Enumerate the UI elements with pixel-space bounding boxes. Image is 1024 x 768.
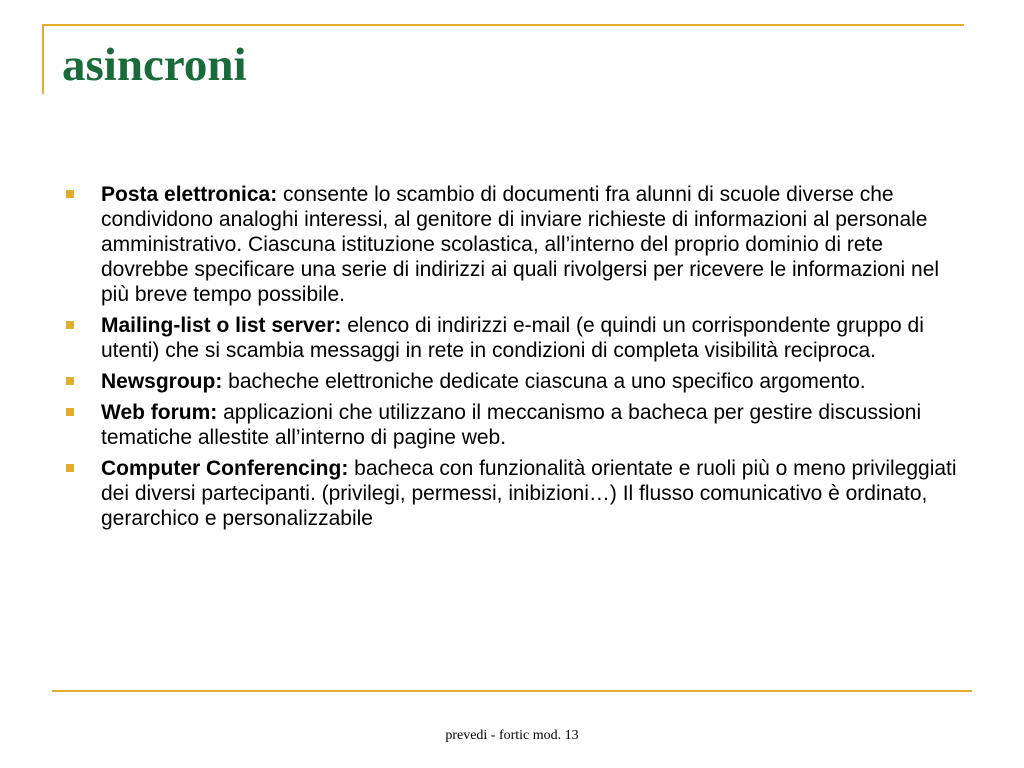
bullet-item-web-forum [70, 400, 960, 450]
bullet-text: bacheca con funzionalità orientate e ruoli più o meno privileggiati dei diversi partecipanti. (privilegi, permessi, inibizioni…) Il flusso comunicativo è ordinato, gerarchico e personalizzabile [101, 457, 957, 530]
bullet-term: Newsgroup: [101, 370, 223, 393]
footer-rule [52, 690, 972, 692]
bullet-text: consente lo scambio di documenti fra alunni di scuole diverse che condividono analoghi interessi, al genitore di inviare richieste di informazioni al personale amministrativo. Ciascuna istituzione scolastica, all’interno del proprio dominio di rete dovrebbe specificare una serie di indirizzi ai quali rivolgersi per ricevere le informazioni nel più breve tempo possibile. [101, 183, 940, 306]
slide-title: asincroni [62, 39, 247, 91]
bullet-term: Computer Conferencing: [101, 457, 349, 480]
square-bullet-icon [66, 321, 74, 329]
square-bullet-icon [66, 464, 74, 472]
bullet-item-newsgroup [70, 369, 960, 394]
bullet-text: elenco di indirizzi e-mail (e quindi un corrispondente gruppo di utenti) che si scambia messaggi in rete in condizioni di completa visibilità reciproca. [101, 314, 924, 362]
square-bullet-icon [66, 377, 74, 385]
bullet-item-computer-conferencing [70, 456, 960, 531]
bullet-list [70, 182, 960, 537]
title-frame-left-rule [42, 24, 44, 94]
bullet-term: Mailing-list o list server: [101, 314, 342, 337]
slide-footer: prevedi - fortic mod. 13 [445, 728, 579, 743]
bullet-term: Posta elettronica: [101, 183, 278, 206]
bullet-text: applicazioni che utilizzano il meccanismo a bacheca per gestire discussioni tematiche allestite all’interno di pagine web. [101, 401, 922, 449]
bullet-term: Web forum: [101, 401, 218, 424]
bullet-text: bacheche elettroniche dedicate ciascuna a uno specifico argomento. [222, 370, 866, 393]
bullet-item-mailing-list [70, 313, 960, 363]
square-bullet-icon [66, 408, 74, 416]
square-bullet-icon [66, 190, 74, 198]
bullet-item-posta-elettronica [70, 182, 960, 307]
title-frame-top-rule [42, 24, 964, 26]
